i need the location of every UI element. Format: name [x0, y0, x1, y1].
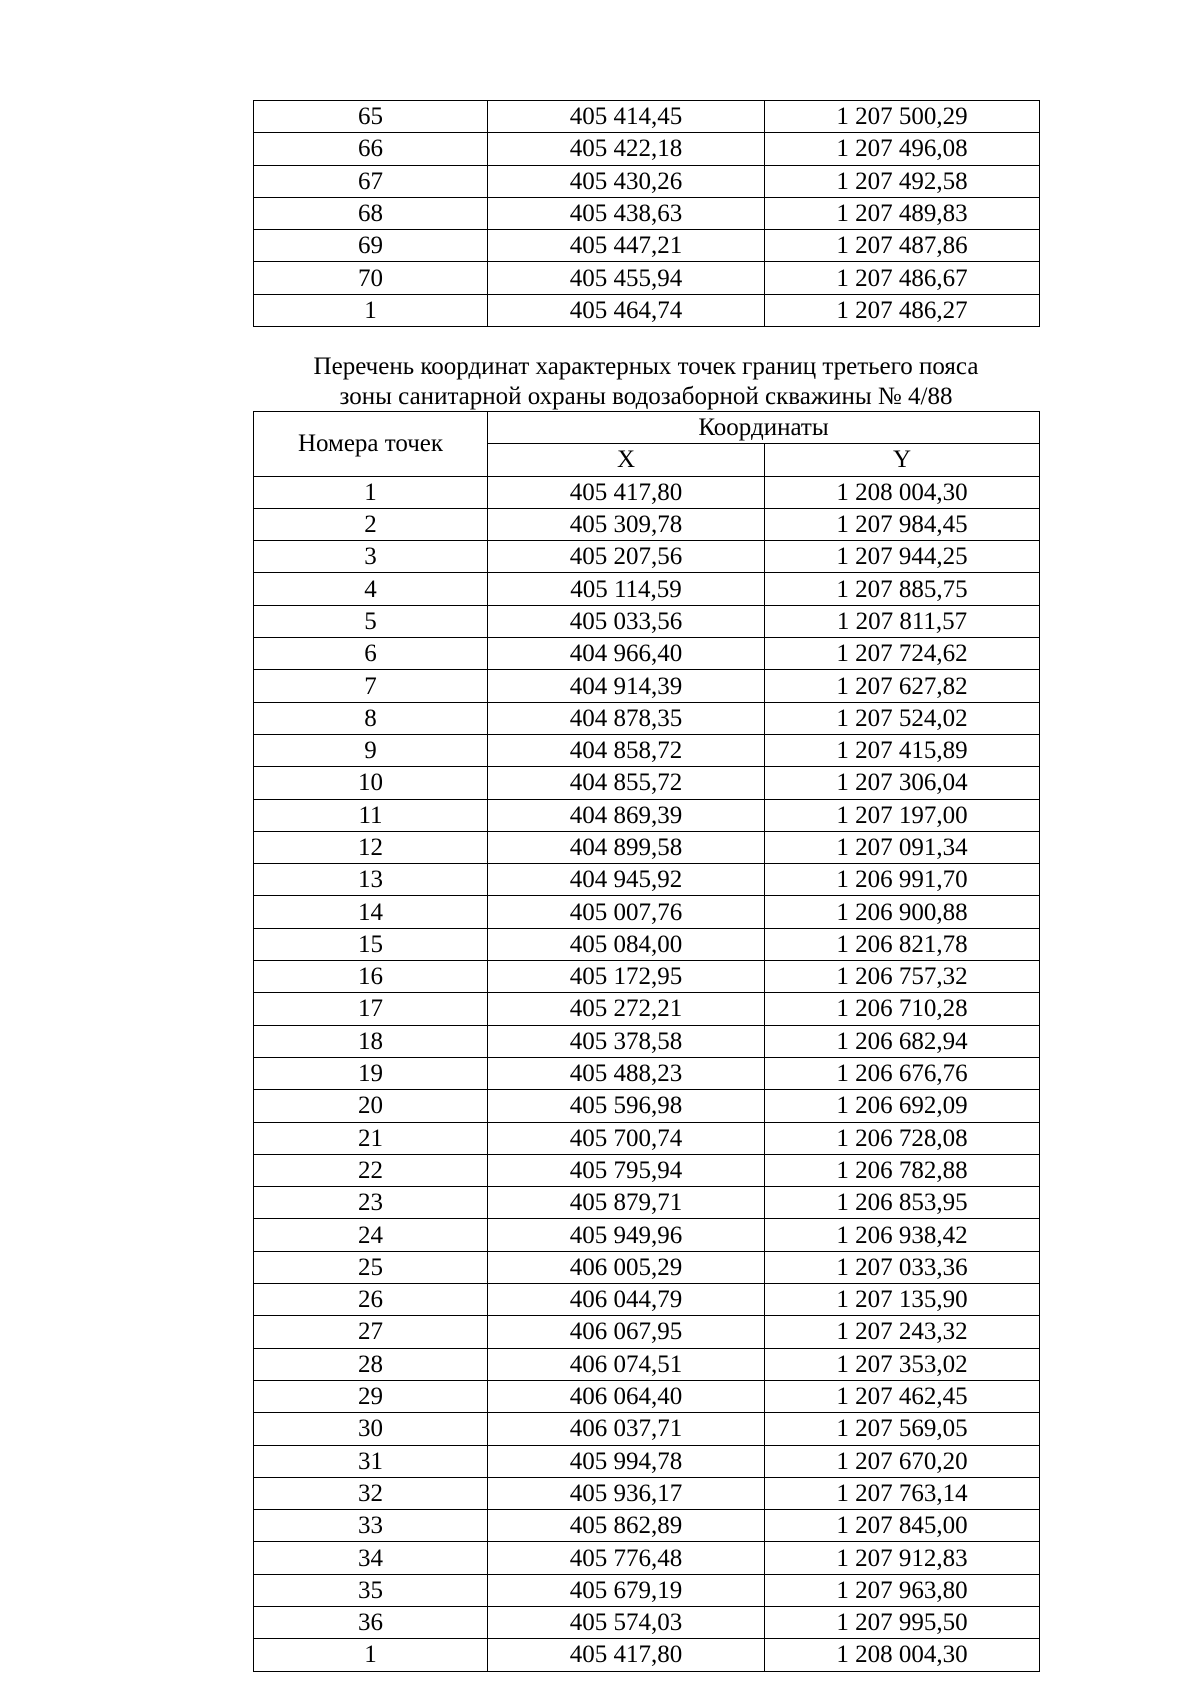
- point-number-cell: 17: [254, 993, 488, 1025]
- table-row: [254, 1606, 1040, 1638]
- table-row: [254, 831, 1040, 863]
- table-row: [254, 799, 1040, 831]
- x-coordinate-cell: 405 414,45: [488, 101, 765, 133]
- y-coordinate-cell: 1 206 900,88: [765, 896, 1040, 928]
- x-coordinate-cell: 405 795,94: [488, 1154, 765, 1186]
- point-number-cell: 19: [254, 1057, 488, 1089]
- point-number-cell: 25: [254, 1251, 488, 1283]
- table-row: [254, 1477, 1040, 1509]
- table-row: [254, 294, 1040, 326]
- x-coordinate-cell: 405 417,80: [488, 1639, 765, 1671]
- x-coordinate-cell: 405 862,89: [488, 1510, 765, 1542]
- x-coordinate-cell: 405 447,21: [488, 230, 765, 262]
- point-number-cell: 11: [254, 799, 488, 831]
- table-row: [254, 702, 1040, 734]
- y-coordinate-cell: 1 207 091,34: [765, 831, 1040, 863]
- x-coordinate-cell: 404 945,92: [488, 864, 765, 896]
- x-coordinate-cell: 406 044,79: [488, 1284, 765, 1316]
- point-number-cell: 2: [254, 508, 488, 540]
- x-coordinate-cell: 405 776,48: [488, 1542, 765, 1574]
- table-row: [254, 1348, 1040, 1380]
- point-number-cell: 23: [254, 1187, 488, 1219]
- table-row: [254, 1025, 1040, 1057]
- point-number-cell: 21: [254, 1122, 488, 1154]
- x-coordinate-cell: 405 700,74: [488, 1122, 765, 1154]
- point-number-cell: 32: [254, 1477, 488, 1509]
- x-coordinate-cell: 406 064,40: [488, 1380, 765, 1412]
- y-coordinate-cell: 1 208 004,30: [765, 1639, 1040, 1671]
- caption-line-1: Перечень координат характерных точек границ третьего пояса: [313, 353, 979, 380]
- table-row: [254, 896, 1040, 928]
- x-coordinate-cell: 405 422,18: [488, 133, 765, 165]
- y-coordinate-cell: 1 207 489,83: [765, 197, 1040, 229]
- table-row: [254, 133, 1040, 165]
- point-number-cell: 8: [254, 702, 488, 734]
- x-coordinate-cell: 405 679,19: [488, 1574, 765, 1606]
- point-number-cell: 1: [254, 1639, 488, 1671]
- table-body: [254, 101, 1040, 327]
- y-coordinate-cell: 1 207 462,45: [765, 1380, 1040, 1412]
- table-row: [254, 1219, 1040, 1251]
- table-row: [254, 734, 1040, 766]
- x-coordinate-cell: 405 879,71: [488, 1187, 765, 1219]
- x-coordinate-cell: 405 464,74: [488, 294, 765, 326]
- x-coordinate-cell: 405 455,94: [488, 262, 765, 294]
- x-coordinate-cell: 404 855,72: [488, 767, 765, 799]
- point-number-cell: 1: [254, 294, 488, 326]
- table-row: [254, 993, 1040, 1025]
- point-number-cell: 13: [254, 864, 488, 896]
- table-row: [254, 541, 1040, 573]
- x-coordinate-cell: 405 430,26: [488, 165, 765, 197]
- table-row: [254, 1122, 1040, 1154]
- table-row: [254, 165, 1040, 197]
- table-row: [254, 101, 1040, 133]
- point-number-cell: 30: [254, 1413, 488, 1445]
- y-coordinate-cell: 1 207 033,36: [765, 1251, 1040, 1283]
- y-coordinate-cell: 1 207 670,20: [765, 1445, 1040, 1477]
- y-coordinate-cell: 1 207 135,90: [765, 1284, 1040, 1316]
- table-row: [254, 1380, 1040, 1412]
- x-coordinate-cell: 405 084,00: [488, 928, 765, 960]
- y-coordinate-cell: 1 207 243,32: [765, 1316, 1040, 1348]
- table-row: [254, 1154, 1040, 1186]
- table-row: [254, 1510, 1040, 1542]
- y-coordinate-cell: 1 207 984,45: [765, 508, 1040, 540]
- y-coordinate-cell: 1 207 306,04: [765, 767, 1040, 799]
- point-number-cell: 20: [254, 1090, 488, 1122]
- header-x: X: [488, 444, 765, 476]
- y-coordinate-cell: 1 207 944,25: [765, 541, 1040, 573]
- point-number-cell: 67: [254, 165, 488, 197]
- point-number-cell: 7: [254, 670, 488, 702]
- x-coordinate-cell: 404 858,72: [488, 734, 765, 766]
- x-coordinate-cell: 405 172,95: [488, 961, 765, 993]
- x-coordinate-cell: 405 272,21: [488, 993, 765, 1025]
- point-number-cell: 33: [254, 1510, 488, 1542]
- y-coordinate-cell: 1 207 885,75: [765, 573, 1040, 605]
- point-number-cell: 1: [254, 476, 488, 508]
- table-row: [254, 1251, 1040, 1283]
- y-coordinate-cell: 1 207 963,80: [765, 1574, 1040, 1606]
- x-coordinate-cell: 405 417,80: [488, 476, 765, 508]
- point-number-cell: 27: [254, 1316, 488, 1348]
- y-coordinate-cell: 1 206 728,08: [765, 1122, 1040, 1154]
- point-number-cell: 5: [254, 605, 488, 637]
- table-row: [254, 1284, 1040, 1316]
- y-coordinate-cell: 1 207 995,50: [765, 1606, 1040, 1638]
- point-number-cell: 68: [254, 197, 488, 229]
- y-coordinate-cell: 1 207 496,08: [765, 133, 1040, 165]
- table-row: [254, 262, 1040, 294]
- point-number-cell: 4: [254, 573, 488, 605]
- coordinates-table: [253, 411, 1040, 1672]
- x-coordinate-cell: 405 949,96: [488, 1219, 765, 1251]
- y-coordinate-cell: 1 206 682,94: [765, 1025, 1040, 1057]
- table-row: [254, 1413, 1040, 1445]
- y-coordinate-cell: 1 206 757,32: [765, 961, 1040, 993]
- y-coordinate-cell: 1 207 811,57: [765, 605, 1040, 637]
- table-row: [254, 1542, 1040, 1574]
- x-coordinate-cell: 404 914,39: [488, 670, 765, 702]
- point-number-cell: 35: [254, 1574, 488, 1606]
- y-coordinate-cell: 1 208 004,30: [765, 476, 1040, 508]
- x-coordinate-cell: 404 899,58: [488, 831, 765, 863]
- x-coordinate-cell: 405 574,03: [488, 1606, 765, 1638]
- table-row: [254, 1057, 1040, 1089]
- point-number-cell: 18: [254, 1025, 488, 1057]
- y-coordinate-cell: 1 207 627,82: [765, 670, 1040, 702]
- caption-line-2: зоны санитарной охраны водозаборной скважины № 4/88: [339, 383, 953, 410]
- y-coordinate-cell: 1 207 912,83: [765, 1542, 1040, 1574]
- x-coordinate-cell: 406 074,51: [488, 1348, 765, 1380]
- x-coordinate-cell: 406 005,29: [488, 1251, 765, 1283]
- point-number-cell: 6: [254, 638, 488, 670]
- y-coordinate-cell: 1 207 415,89: [765, 734, 1040, 766]
- x-coordinate-cell: 405 378,58: [488, 1025, 765, 1057]
- x-coordinate-cell: 405 033,56: [488, 605, 765, 637]
- table-row: [254, 1316, 1040, 1348]
- y-coordinate-cell: 1 207 197,00: [765, 799, 1040, 831]
- y-coordinate-cell: 1 207 845,00: [765, 1510, 1040, 1542]
- x-coordinate-cell: 406 037,71: [488, 1413, 765, 1445]
- y-coordinate-cell: 1 207 486,67: [765, 262, 1040, 294]
- table-row: [254, 1445, 1040, 1477]
- y-coordinate-cell: 1 207 524,02: [765, 702, 1040, 734]
- x-coordinate-cell: 406 067,95: [488, 1316, 765, 1348]
- table-row: [254, 928, 1040, 960]
- x-coordinate-cell: 405 596,98: [488, 1090, 765, 1122]
- x-coordinate-cell: 405 007,76: [488, 896, 765, 928]
- table-header: [254, 412, 1040, 477]
- point-number-cell: 3: [254, 541, 488, 573]
- x-coordinate-cell: 405 114,59: [488, 573, 765, 605]
- point-number-cell: 70: [254, 262, 488, 294]
- point-number-cell: 29: [254, 1380, 488, 1412]
- y-coordinate-cell: 1 206 853,95: [765, 1187, 1040, 1219]
- table-row: [254, 230, 1040, 262]
- y-coordinate-cell: 1 206 991,70: [765, 864, 1040, 896]
- x-coordinate-cell: 404 869,39: [488, 799, 765, 831]
- table-row: [254, 1639, 1040, 1671]
- table-row: [254, 508, 1040, 540]
- table-row: [254, 670, 1040, 702]
- point-number-cell: 28: [254, 1348, 488, 1380]
- table-caption: [253, 352, 1039, 412]
- header-y: Y: [765, 444, 1040, 476]
- header-row: [254, 412, 1040, 444]
- table-row: [254, 573, 1040, 605]
- y-coordinate-cell: 1 207 486,27: [765, 294, 1040, 326]
- point-number-cell: 16: [254, 961, 488, 993]
- y-coordinate-cell: 1 207 487,86: [765, 230, 1040, 262]
- y-coordinate-cell: 1 206 938,42: [765, 1219, 1040, 1251]
- coordinates-table-continued: [253, 100, 1040, 327]
- table-row: [254, 767, 1040, 799]
- x-coordinate-cell: 404 966,40: [488, 638, 765, 670]
- table-row: [254, 961, 1040, 993]
- x-coordinate-cell: 405 309,78: [488, 508, 765, 540]
- y-coordinate-cell: 1 206 676,76: [765, 1057, 1040, 1089]
- table-row: [254, 638, 1040, 670]
- y-coordinate-cell: 1 207 492,58: [765, 165, 1040, 197]
- point-number-cell: 24: [254, 1219, 488, 1251]
- table-row: [254, 864, 1040, 896]
- y-coordinate-cell: 1 207 500,29: [765, 101, 1040, 133]
- x-coordinate-cell: 405 936,17: [488, 1477, 765, 1509]
- table-row: [254, 1574, 1040, 1606]
- point-number-cell: 69: [254, 230, 488, 262]
- point-number-cell: 66: [254, 133, 488, 165]
- table-row: [254, 1187, 1040, 1219]
- y-coordinate-cell: 1 207 353,02: [765, 1348, 1040, 1380]
- y-coordinate-cell: 1 206 710,28: [765, 993, 1040, 1025]
- y-coordinate-cell: 1 207 724,62: [765, 638, 1040, 670]
- x-coordinate-cell: 405 438,63: [488, 197, 765, 229]
- x-coordinate-cell: 404 878,35: [488, 702, 765, 734]
- point-number-cell: 22: [254, 1154, 488, 1186]
- table-row: [254, 476, 1040, 508]
- point-number-cell: 12: [254, 831, 488, 863]
- point-number-cell: 9: [254, 734, 488, 766]
- y-coordinate-cell: 1 206 821,78: [765, 928, 1040, 960]
- point-number-cell: 31: [254, 1445, 488, 1477]
- table-row: [254, 1090, 1040, 1122]
- point-number-cell: 36: [254, 1606, 488, 1638]
- point-number-cell: 34: [254, 1542, 488, 1574]
- table-body: [254, 476, 1040, 1671]
- y-coordinate-cell: 1 206 782,88: [765, 1154, 1040, 1186]
- point-number-cell: 10: [254, 767, 488, 799]
- y-coordinate-cell: 1 206 692,09: [765, 1090, 1040, 1122]
- point-number-cell: 65: [254, 101, 488, 133]
- x-coordinate-cell: 405 994,78: [488, 1445, 765, 1477]
- point-number-cell: 14: [254, 896, 488, 928]
- point-number-cell: 15: [254, 928, 488, 960]
- header-coordinates: Координаты: [488, 412, 1040, 444]
- y-coordinate-cell: 1 207 569,05: [765, 1413, 1040, 1445]
- point-number-cell: 26: [254, 1284, 488, 1316]
- x-coordinate-cell: 405 207,56: [488, 541, 765, 573]
- y-coordinate-cell: 1 207 763,14: [765, 1477, 1040, 1509]
- x-coordinate-cell: 405 488,23: [488, 1057, 765, 1089]
- table-row: [254, 197, 1040, 229]
- header-point-numbers: Номера точек: [254, 412, 488, 477]
- table-row: [254, 605, 1040, 637]
